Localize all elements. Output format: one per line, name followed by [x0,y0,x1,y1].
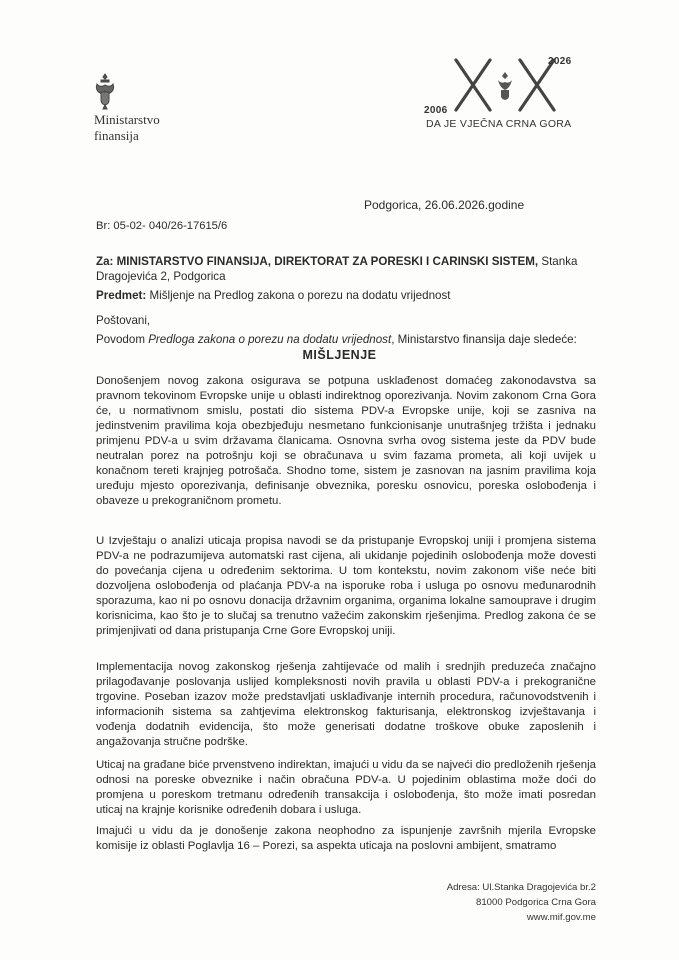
predmet-label: Predmet: [96,289,147,302]
greeting: Poštovani, [96,314,151,327]
paragraph-2: U Izvještaju o analizi uticaja propisa navodi se da pristupanje Evropskoj uniji i promjena sistema PDV-a ne podrazumijeva automatski rast cijena, ali ukidanje pojedinih oslobođenja može dovesti do povećanja cijena u određenim sektorima. U tom kontekstu, novim zakonom više neće biti dozvoljena oslobođenja od plaćanja PDV-a na isporuke roba i usluga po osnovu međunarodnih sporazuma, kao ni po osnovu donacija državnim organima, organima lokalne samouprave i drugim korisnicima, kao što je to slučaj sa trenutno važećim zakonskim rješenjima. Predlog zakona će se primjenjivati od dana pristupanja Crne Gore Evropskoj uniji. [96,535,596,637]
footer-website-link[interactable]: www.mif.gov.me [526,912,596,923]
intro-italic: Predloga zakona o porezu na dodatu vrijednost [148,333,392,346]
za-label: Za: [96,255,114,268]
recipient-street-part1: Stanka [541,255,578,268]
emblem-motto: DA JE VJEČNA CRNA GORA [426,118,572,130]
place-date: Podgorica, 26.06.2026.godine [364,198,525,212]
subject-text: Mišljenje na Predlog zakona o porezu na dodatu vrijednost [149,289,451,302]
footer-address [447,880,596,925]
anniversary-emblem [420,50,600,150]
ministry-name-line2: finansija [94,128,139,143]
footer-address-line2: 81000 Podgorica Crna Gora [476,897,596,908]
intro-line [96,333,577,347]
emblem-year-end: 2026 [548,56,572,67]
ministry-name-line1: Ministarstvo [94,112,160,127]
paragraph-3: Implementacija novog zakonskog rješenja zahtijevaće od malih i srednjih preduzeća značajno prilagođavanje poslovanja uslijed kompleksnosti novih pravila u oblasti PDV-a i prekogranične trgovine. Poseban izazov može predstavljati usklađivanje internih procedura, računovodstvenih i informacionih sistema sa zahtjevima elektronskog fakturisanja, elektronskog izvještavanja i vođenja dodatnih evidencija, što može generisati dodatne troškove obuke zaposlenih i angažovanja stručne podrške. [96,661,596,748]
paragraph-1: Donošenjem novog zakona osigurava se potpuna usklađenost domaćeg zakonodavstva sa pravnom tekovinom Evropske unije u oblasti indirektnog oporezivanja. Novim zakonom Crna Gora će, u normativnom smislu, postati dio sistema PDV-a Evropske unije, koji se zasniva na jedinstvenim pravilima koja obezbjeđuju nesmetano funkcionisanje unutrašnjeg tržišta i jednaku primjenu PDV-a u svim državama članicama. Osnovna svrha ovog sistema jeste da PDV bude neutralan porez na potrošnju koji se obračunava u svim fazama prometa, ali koji uvijek u konačnom tereti krajnjeg potrošača. Shodno tome, sistem je zasnovan na jasnim pravilima koja uređuju mjesto oporezivanja, definisanje obveznika, poresku osnovicu, poreska oslobođenja i obaveze u prekograničnom prometu. [96,375,596,507]
intro-pre: Povodom [96,333,149,346]
recipient-name: MINISTARSTVO FINANSIJA, DIREKTORAT ZA PORESKI I CARINSKI SISTEM, [116,255,539,268]
subject-line [96,289,451,303]
recipient-street-part2: Dragojevića 2, Podgorica [96,270,226,283]
coat-of-arms-icon [94,72,116,112]
paragraph-5: Imajući u vidu da je donošenje zakona neophodno za ispunjenje završnih mjerila Evropske komisije iz oblasti Poglavlja 16 – Porezi, sa aspekta uticaja na poslovni ambijent, smatramo [96,825,596,852]
intro-post: , Ministarstvo finansija daje sledeće: [391,333,577,346]
paragraph-4: Uticaj na građane biće prvenstveno indirektan, imajući u vidu da se najveći dio predloženih rješenja odnosi na poreske obveznike i način obračuna PDV-a. U pojedinim oblastima može doći do promjena u poreskom tretmanu određenih transakcija i oslobođenja, što može imati posredan uticaj na krajnje korisnike određenih dobara i usluga. [96,759,596,816]
footer-address-line1: Adresa: Ul.Stanka Dragojevića br.2 [446,882,596,893]
opinion-heading: MIŠLJENJE [302,348,377,362]
reference-number: Br: 05-02- 040/26-17615/6 [96,220,228,232]
recipient-line [96,255,577,269]
emblem-year-start: 2006 [424,105,448,116]
